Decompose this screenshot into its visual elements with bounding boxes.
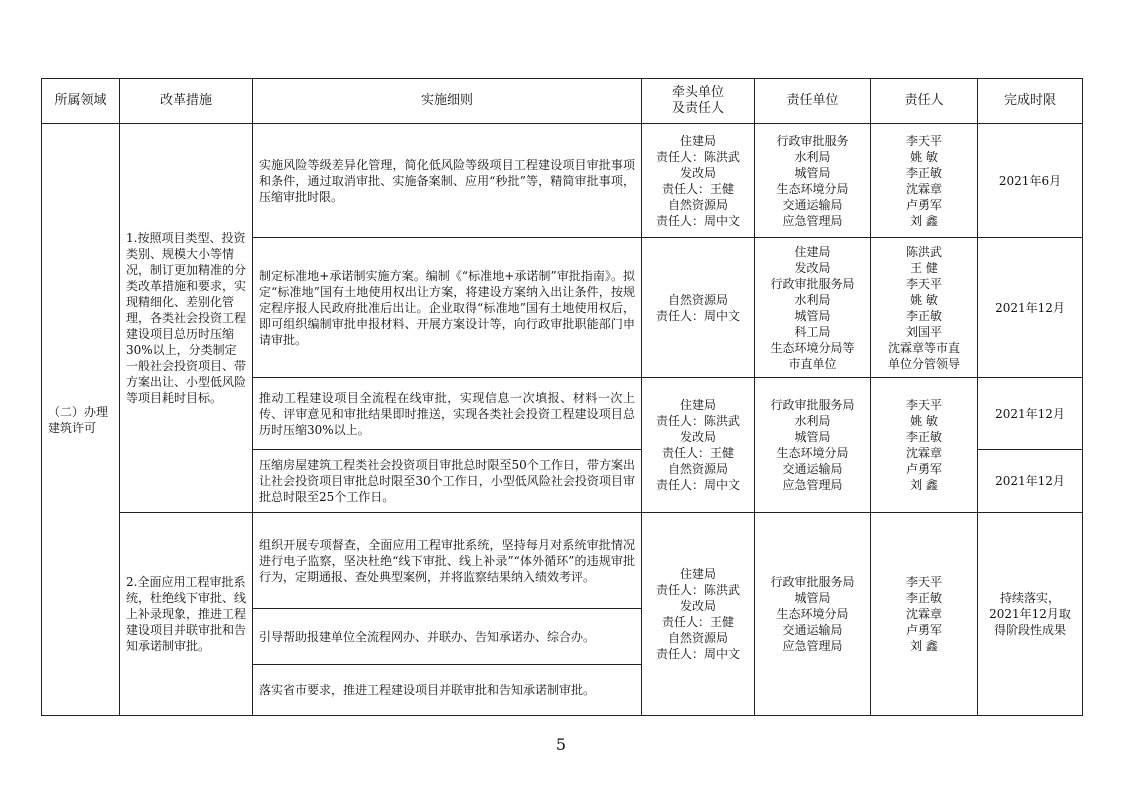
unit-2: 住建局 发改局 行政审批服务局 水利局 城管局 科工局 生态环境分局等 市直单位 bbox=[755, 238, 871, 378]
lead-4: 住建局 责任人：陈洪武 发改局 责任人：王健 自然资源局 责任人：周中文 bbox=[642, 513, 755, 716]
unit-1: 行政审批服务 水利局 城管局 生态环境分局 交通运输局 应急管理局 bbox=[755, 124, 871, 238]
lead-2: 自然资源局 责任人：周中文 bbox=[642, 238, 755, 378]
table-row bbox=[42, 513, 1083, 609]
unit-3: 行政审批服务局 水利局 城管局 生态环境分局 交通运输局 应急管理局 bbox=[755, 378, 871, 513]
header-measure: 改革措施 bbox=[120, 79, 253, 124]
lead-3: 住建局 责任人：陈洪武 发改局 责任人：王健 自然资源局 责任人：周中文 bbox=[642, 378, 755, 513]
measure-1: 1.按照项目类型、投资类别、规模大小等情况，制订更加精准的分类改革措施和要求，实现精细化、差别化管理，各类社会投资工程建设项目总历时压缩30%以上，分类制定一般社会投资项目、带方案出让、小型低风险等项目耗时目标。 bbox=[120, 124, 253, 513]
person-2: 陈洪武 王 健 李天平 姚 敏 李正敏 刘国平 沈霖章等市直 单位分管领导 bbox=[871, 238, 978, 378]
header-resp-person: 责任人 bbox=[871, 79, 978, 124]
measure-2: 2.全面应用工程审批系统，杜绝线下审批、线上补录现象，推进工程建设项目并联审批和告知承诺制审批。 bbox=[120, 513, 253, 716]
unit-4: 行政审批服务局 城管局 生态环境分局 交通运输局 应急管理局 bbox=[755, 513, 871, 716]
area-cell: （二）办理 建筑许可 bbox=[42, 124, 120, 716]
detail-6: 引导帮助报建单位全流程网办、并联办、告知承诺办、综合办。 bbox=[253, 609, 642, 665]
header-lead: 牵头单位 及责任人 bbox=[642, 79, 755, 124]
detail-1: 实施风险等级差异化管理，简化低风险等级项目工程建设项目审批事项和条件，通过取消审批、实施备案制、应用“秒批”等，精简审批事项，压缩审批时限。 bbox=[253, 124, 642, 238]
detail-3: 推动工程建设项目全流程在线审批，实现信息一次填报、材料一次上传、评审意见和审批结果即时推送，实现各类社会投资工程建设项目总历时压缩30%以上。 bbox=[253, 378, 642, 450]
deadline-1: 2021年6月 bbox=[978, 124, 1083, 238]
header-deadline: 完成时限 bbox=[978, 79, 1083, 124]
deadline-5: 持续落实， 2021年12月取 得阶段性成果 bbox=[978, 513, 1083, 716]
reform-table bbox=[41, 78, 1083, 716]
detail-5: 组织开展专项督查，全面应用工程审批系统，坚持每月对系统审批情况进行电子监察，坚决杜绝“线下审批、线上补录”“体外循环”的违规审批行为，定期通报、查处典型案例，并将监察结果纳入绩效考评。 bbox=[253, 513, 642, 609]
header-resp-unit: 责任单位 bbox=[755, 79, 871, 124]
detail-2: 制定标准地+承诺制实施方案。编制《“标准地+承诺制”审批指南》。拟定“标准地”国有土地使用权出让方案，将建设方案纳入出让条件，按规定程序报人民政府批准后出让。企业取得“标准地”国有土地使用权后，即可组织编制审批申报材料、开展方案设计等，向行政审批职能部门申请审批。 bbox=[253, 238, 642, 378]
deadline-2: 2021年12月 bbox=[978, 238, 1083, 378]
header-area: 所属领域 bbox=[42, 79, 120, 124]
person-1: 李天平 姚 敏 李正敏 沈霖章 卢勇军 刘 鑫 bbox=[871, 124, 978, 238]
header-detail: 实施细则 bbox=[253, 79, 642, 124]
deadline-4: 2021年12月 bbox=[978, 450, 1083, 513]
lead-1: 住建局 责任人：陈洪武 发改局 责任人：王健 自然资源局 责任人：周中文 bbox=[642, 124, 755, 238]
detail-7: 落实省市要求，推进工程建设项目并联审批和告知承诺制审批。 bbox=[253, 665, 642, 716]
detail-4: 压缩房屋建筑工程类社会投资项目审批总时限至50个工作日，带方案出让社会投资项目审批总时限至30个工作日，小型低风险社会投资项目审批总时限至25个工作日。 bbox=[253, 450, 642, 513]
person-4: 李天平 李正敏 沈霖章 卢勇军 刘 鑫 bbox=[871, 513, 978, 716]
page-number: 5 bbox=[555, 735, 567, 754]
person-3: 李天平 姚 敏 李正敏 沈霖章 卢勇军 刘 鑫 bbox=[871, 378, 978, 513]
deadline-3: 2021年12月 bbox=[978, 378, 1083, 450]
header-row bbox=[42, 79, 1083, 124]
table-row bbox=[42, 124, 1083, 238]
